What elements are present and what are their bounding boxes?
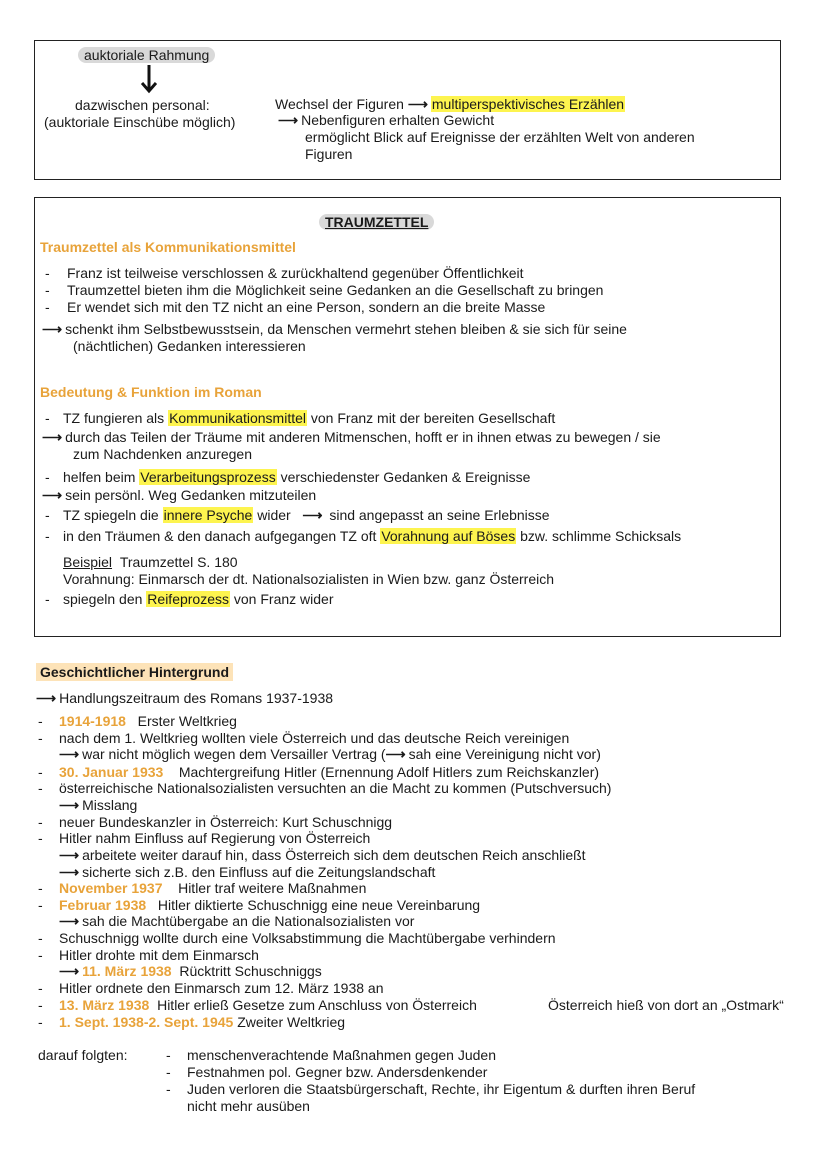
arrow-line	[42, 429, 661, 446]
example-label: Beispiel	[63, 554, 113, 570]
text: sein persönl. Weg Gedanken mitzuteilen	[65, 487, 317, 503]
label-text: auktoriale Rahmung	[78, 47, 215, 63]
text: Machtergreifung Hitler (Ernennung Adolf Hitlers zum Reichskanzler)	[178, 764, 600, 780]
bullet-dash: -	[166, 1047, 171, 1063]
text: Rücktritt Schuschniggs	[179, 963, 322, 979]
bullet-text	[63, 469, 530, 486]
text: schenkt ihm Selbstbewusstsein, da Menschen vermehrt stehen bleiben & sie sich für seine	[65, 321, 627, 337]
bullet-dash: -	[45, 469, 50, 485]
bullet-dash: -	[45, 528, 50, 544]
bullet-dash: -	[38, 780, 43, 796]
bullet-dash: -	[38, 980, 43, 996]
right-arrow-icon: ⟶	[59, 963, 80, 979]
timeline-item	[59, 1014, 345, 1031]
text: sah die Machtübergabe an die Nationalsozialisten vor	[82, 913, 415, 929]
timeline-item	[59, 880, 366, 897]
bullet-dash: -	[45, 282, 50, 298]
bullet-text: Er wendet sich mit den TZ nicht an eine Person, sondern an die breite Masse	[67, 299, 546, 315]
right-arrow-icon: ⟶	[59, 746, 80, 762]
timeline-sub	[59, 864, 435, 881]
timeline-item: nach dem 1. Weltkrieg wollten viele Österreich und das deutsche Reich vereinigen	[59, 730, 570, 746]
auktoriale-einschuebe-text: (auktoriale Einschübe möglich)	[44, 114, 236, 130]
text: Misslang	[82, 797, 138, 813]
auktoriale-rahmung-label	[78, 47, 215, 64]
title-text: TRAUMZETTEL	[319, 214, 434, 230]
right-arrow-icon: ⟶	[42, 487, 63, 503]
highlight-text: Kommunikationsmittel	[169, 410, 306, 426]
text: arbeitete weiter darauf hin, dass Österreich sich dem deutschen Reich anschließt	[82, 847, 586, 863]
timeline-item: österreichische Nationalsozialisten versuchten an die Macht zu kommen (Putschversuch)	[59, 780, 612, 796]
consequence-item: menschenverachtende Maßnahmen gegen Juden	[187, 1047, 496, 1063]
right-arrow-icon: ⟶	[302, 507, 323, 523]
arrow-line	[42, 487, 316, 504]
bullet-dash: -	[38, 764, 43, 780]
text: sah eine Vereinigung nicht vor)	[408, 746, 601, 762]
bullet-dash: -	[45, 410, 50, 426]
text: sind angepasst an seine Erlebnisse	[329, 507, 550, 523]
bullet-dash: -	[38, 897, 43, 913]
history-intro	[36, 690, 333, 707]
timeline-item	[59, 997, 477, 1014]
personal-text: dazwischen personal:	[75, 97, 210, 113]
text: Hitler erließ Gesetze zum Anschluss von Österreich	[157, 997, 477, 1013]
text: verschiedenster Gedanken & Ereignisse	[280, 469, 531, 485]
text: Erster Weltkrieg	[137, 713, 237, 729]
right-arrow-icon: ⟶	[59, 797, 80, 813]
bullet-dash: -	[45, 591, 50, 607]
date-text: November 1937	[59, 880, 163, 896]
bullet-dash: -	[45, 299, 50, 315]
right-arrow-icon: ⟶	[42, 321, 63, 337]
date-text: Februar 1938	[59, 897, 147, 913]
figure-change-line	[275, 96, 625, 113]
text: von Franz mit der bereiten Gesellschaft	[310, 410, 556, 426]
bullet-dash: -	[38, 730, 43, 746]
text: TZ fungieren als	[63, 410, 165, 426]
highlight-text: Reifeprozess	[147, 591, 229, 607]
right-arrow-icon: ⟶	[59, 913, 80, 929]
right-arrow-icon: ⟶	[385, 746, 406, 762]
text: Traumzettel S. 180	[119, 554, 238, 570]
bullet-text	[63, 410, 555, 427]
highlight-text: innere Psyche	[163, 507, 253, 523]
text: Handlungszeitraum des Romans 1937-1938	[59, 690, 334, 706]
text: durch das Teilen der Träume mit anderen Mitmenschen, hofft er in ihnen etwas zu bewegen / sie	[65, 429, 661, 445]
bullet-dash: -	[38, 830, 43, 846]
bullet-text	[63, 528, 681, 545]
example-line	[63, 554, 238, 571]
date-text: 30. Januar 1933	[59, 764, 164, 780]
highlight-text: Vorahnung auf Böses	[381, 528, 516, 544]
bullet-dash: -	[166, 1064, 171, 1080]
bullet-dash: -	[38, 880, 43, 896]
history-heading	[36, 664, 233, 681]
text: Hitler traf weitere Maßnahmen	[178, 880, 367, 896]
consequence-item-cont: nicht mehr ausüben	[187, 1098, 310, 1114]
bullet-text: Traumzettel bieten ihm die Möglichkeit seine Gedanken an die Gesellschaft zu bringen	[67, 282, 604, 298]
timeline-item: neuer Bundeskanzler in Österreich: Kurt Schuschnigg	[59, 814, 393, 830]
down-arrow-icon	[141, 64, 157, 94]
bullet-dash: -	[38, 814, 43, 830]
arrow-line-cont: (nächtlichen) Gedanken interessieren	[73, 338, 306, 354]
ostmark-note: Österreich hieß von dort an „Ostmark“	[548, 997, 784, 1013]
right-arrow-icon: ⟶	[36, 690, 57, 706]
arrow-line-cont: zum Nachdenken anzuregen	[73, 446, 253, 462]
timeline-item	[59, 713, 237, 730]
timeline-item: Schuschnigg wollte durch eine Volksabstimmung die Machtübergabe verhindern	[59, 930, 556, 946]
bullet-dash: -	[45, 265, 50, 281]
right-arrow-icon: ⟶	[42, 429, 63, 445]
text: Wechsel der Figuren	[275, 96, 404, 112]
traumzettel-title	[319, 214, 434, 231]
bullet-dash: -	[45, 507, 50, 523]
bullet-dash: -	[38, 930, 43, 946]
timeline-item: Hitler drohte mit dem Einmarsch	[59, 947, 259, 963]
timeline-item: Hitler nahm Einfluss auf Regierung von Österreich	[59, 830, 371, 846]
text: wider	[257, 507, 291, 523]
timeline-sub	[59, 963, 322, 980]
text: spiegeln den	[63, 591, 143, 607]
bullet-dash: -	[38, 713, 43, 729]
text: Zweiter Weltkrieg	[237, 1014, 346, 1030]
consequence-item: Juden verloren die Staatsbürgerschaft, Rechte, ihr Eigentum & durften ihren Beruf	[187, 1081, 696, 1097]
timeline-item	[59, 897, 480, 914]
bullet-dash: -	[38, 947, 43, 963]
timeline-item: Hitler ordnete den Einmarsch zum 12. März 1938 an	[59, 980, 384, 996]
right-arrow-icon: ⟶	[59, 864, 80, 880]
right-arrow-icon: ⟶	[278, 112, 299, 128]
right-arrow-icon: ⟶	[407, 96, 428, 112]
text: von Franz wider	[233, 591, 334, 607]
bullet-dash: -	[38, 997, 43, 1013]
text: sicherte sich z.B. den Einfluss auf die Zeitungslandschaft	[82, 864, 436, 880]
heading-kommunikationsmittel: Traumzettel als Kommunikationsmittel	[40, 239, 296, 255]
heading-text: Geschichtlicher Hintergrund	[36, 663, 233, 681]
text: helfen beim	[63, 469, 136, 485]
secondary-figures-line	[278, 112, 494, 129]
highlight-text: Verarbeitungsprozess	[140, 469, 276, 485]
text: TZ spiegeln die	[63, 507, 159, 523]
bullet-dash: -	[38, 1014, 43, 1030]
timeline-sub	[59, 913, 414, 930]
arrow-line	[42, 321, 627, 338]
text: bzw. schlimme Schicksals	[520, 528, 682, 544]
text: war nicht möglich wegen dem Versailler Vertrag (	[82, 746, 386, 762]
figures-line: Figuren	[305, 146, 353, 162]
date-text: 11. März 1938	[82, 963, 172, 979]
heading-bedeutung: Bedeutung & Funktion im Roman	[40, 384, 262, 400]
timeline-sub	[59, 847, 586, 864]
bullet-dash: -	[166, 1081, 171, 1097]
date-text: 1. Sept. 1938-2. Sept. 1945	[59, 1014, 234, 1030]
bullet-text	[63, 507, 550, 524]
text: Nebenfiguren erhalten Gewicht	[301, 112, 495, 128]
example-line-2: Vorahnung: Einmarsch der dt. Nationalsozialisten in Wien bzw. ganz Österreich	[63, 571, 555, 587]
perspective-line: ermöglicht Blick auf Ereignisse der erzählten Welt von anderen	[305, 129, 695, 145]
text: Hitler diktierte Schuschnigg eine neue Vereinbarung	[157, 897, 481, 913]
date-text: 13. März 1938	[59, 997, 150, 1013]
bullet-text	[63, 591, 333, 608]
text: in den Träumen & den danach aufgegangen TZ oft	[63, 528, 377, 544]
timeline-item	[59, 764, 599, 781]
consequence-item: Festnahmen pol. Gegner bzw. Andersdenkender	[187, 1064, 488, 1080]
timeline-sub	[59, 746, 601, 763]
bullet-text: Franz ist teilweise verschlossen & zurückhaltend gegenüber Öffentlichkeit	[67, 265, 524, 281]
date-text: 1914-1918	[59, 713, 126, 729]
right-arrow-icon: ⟶	[59, 847, 80, 863]
timeline-sub	[59, 797, 137, 814]
after-label: darauf folgten:	[38, 1047, 128, 1063]
highlight-text: multiperspektivisches Erzählen	[431, 96, 625, 112]
